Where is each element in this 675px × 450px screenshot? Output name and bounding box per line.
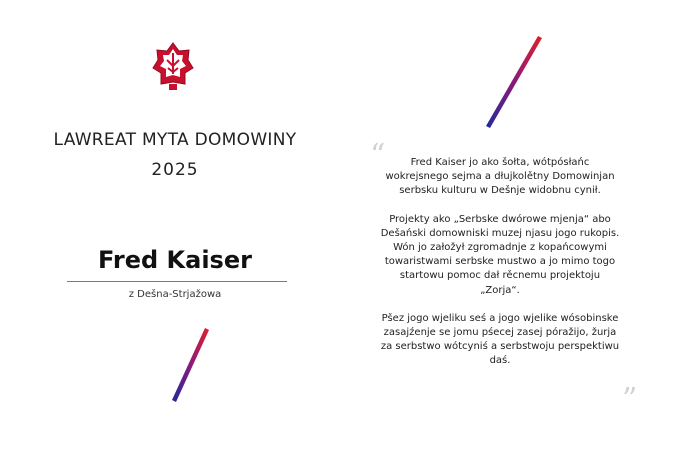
domowina-logo-icon xyxy=(152,42,194,92)
quote-paragraph: Fred Kaiser jo ako šołta, wótpósłańc wokrejsnego sejma a dłujkolětny Domowinjan serbsku kulturu w Dešnje widobnu cynił. xyxy=(385,157,615,197)
name-divider xyxy=(67,281,287,282)
quote-open-mark: “ xyxy=(370,138,386,173)
quote-paragraph: Projekty ako „Serbske dwórowe mjenja“ abo Dešański domowniski muzej njasu jogo rukopis. Wón jo załožył zgromadnje z kopańcowymi towaristwami serbske mustwo a jo mimo togo startowu pomoc dał rěcnemu projektoju „Zorja“. xyxy=(380,213,620,296)
flag-stripe-top-icon xyxy=(478,34,548,130)
flag-stripe-bottom-icon xyxy=(168,326,218,404)
quote-paragraph: Pšez jogo wjeliku seś a jogo wjelike wósobinske zasajźenje se jomu pśecej zasej póražijo, žurja za serbstwo wótcyniś a serbstwoju perspektiwu daś. xyxy=(380,312,620,367)
quote-close-mark: ” xyxy=(622,382,638,417)
laureate-name: Fred Kaiser xyxy=(98,246,252,274)
laureate-origin: z Dešna-Strjažowa xyxy=(128,289,222,300)
award-title: LAWREAT MYTA DOMOWINY xyxy=(53,130,297,150)
quote-text xyxy=(380,156,620,383)
award-year: 2025 xyxy=(151,160,199,180)
